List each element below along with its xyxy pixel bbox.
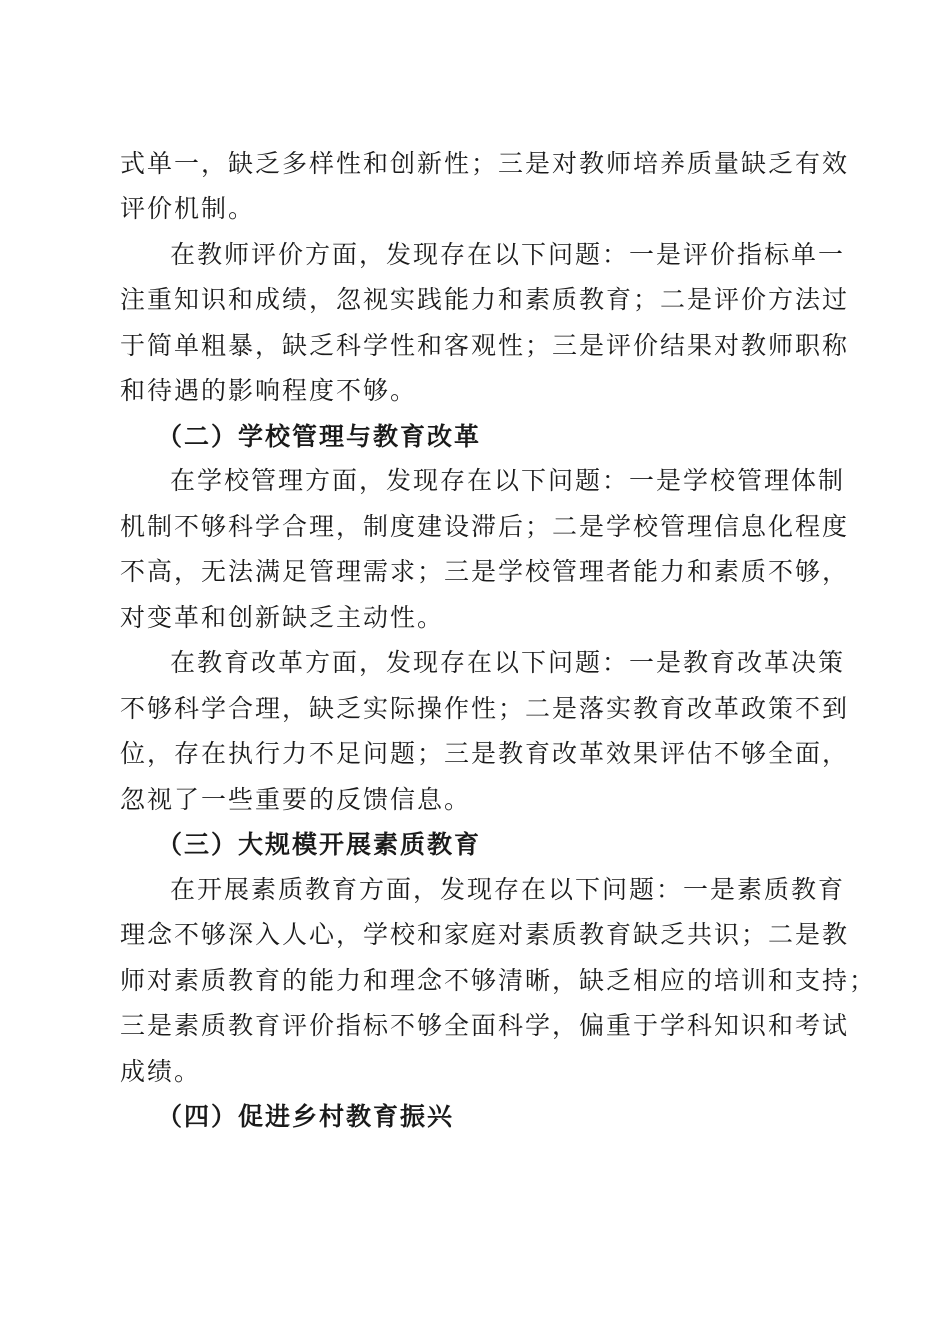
paragraph-line: 三是素质教育评价指标不够全面科学，偏重于学科知识和考试	[120, 1011, 850, 1040]
paragraph-line: 成绩。	[120, 1057, 202, 1086]
paragraph-line: 和待遇的影响程度不够。	[120, 376, 418, 405]
paragraph-line: 不高，无法满足管理需求；三是学校管理者能力和素质不够，	[120, 557, 850, 586]
paragraph-line: 在教师评价方面，发现存在以下问题：一是评价指标单一	[170, 240, 846, 269]
paragraph-line: 于简单粗暴，缺乏科学性和客观性；三是评价结果对教师职称	[120, 331, 850, 360]
paragraph-line: 在学校管理方面，发现存在以下问题：一是学校管理体制	[170, 466, 846, 495]
paragraph-line: 师对素质教育的能力和理念不够清晰，缺乏相应的培训和支持；	[120, 966, 877, 995]
paragraph-line: 注重知识和成绩，忽视实践能力和素质教育；二是评价方法过	[120, 285, 850, 314]
paragraph-line: 不够科学合理，缺乏实际操作性；二是落实教育改革政策不到	[120, 694, 850, 723]
section-heading: （二）学校管理与教育改革	[157, 422, 482, 451]
paragraph-line: 评价机制。	[120, 194, 256, 223]
paragraph-line: 机制不够科学合理，制度建设滞后；二是学校管理信息化程度	[120, 512, 850, 541]
section-heading: （三）大规模开展素质教育	[157, 830, 482, 859]
paragraph-line: 位，存在执行力不足问题；三是教育改革效果评估不够全面，	[120, 739, 850, 768]
paragraph-line: 在教育改革方面，发现存在以下问题：一是教育改革决策	[170, 648, 846, 677]
paragraph-line: 忽视了一些重要的反馈信息。	[120, 785, 472, 814]
section-heading: （四）促进乡村教育振兴	[157, 1102, 455, 1131]
paragraph-line: 在开展素质教育方面，发现存在以下问题：一是素质教育	[170, 875, 846, 904]
paragraph-line: 对变革和创新缺乏主动性。	[120, 603, 445, 632]
paragraph-line: 式单一，缺乏多样性和创新性；三是对教师培养质量缺乏有效	[120, 149, 850, 178]
paragraph-line: 理念不够深入人心，学校和家庭对素质教育缺乏共识；二是教	[120, 920, 850, 949]
